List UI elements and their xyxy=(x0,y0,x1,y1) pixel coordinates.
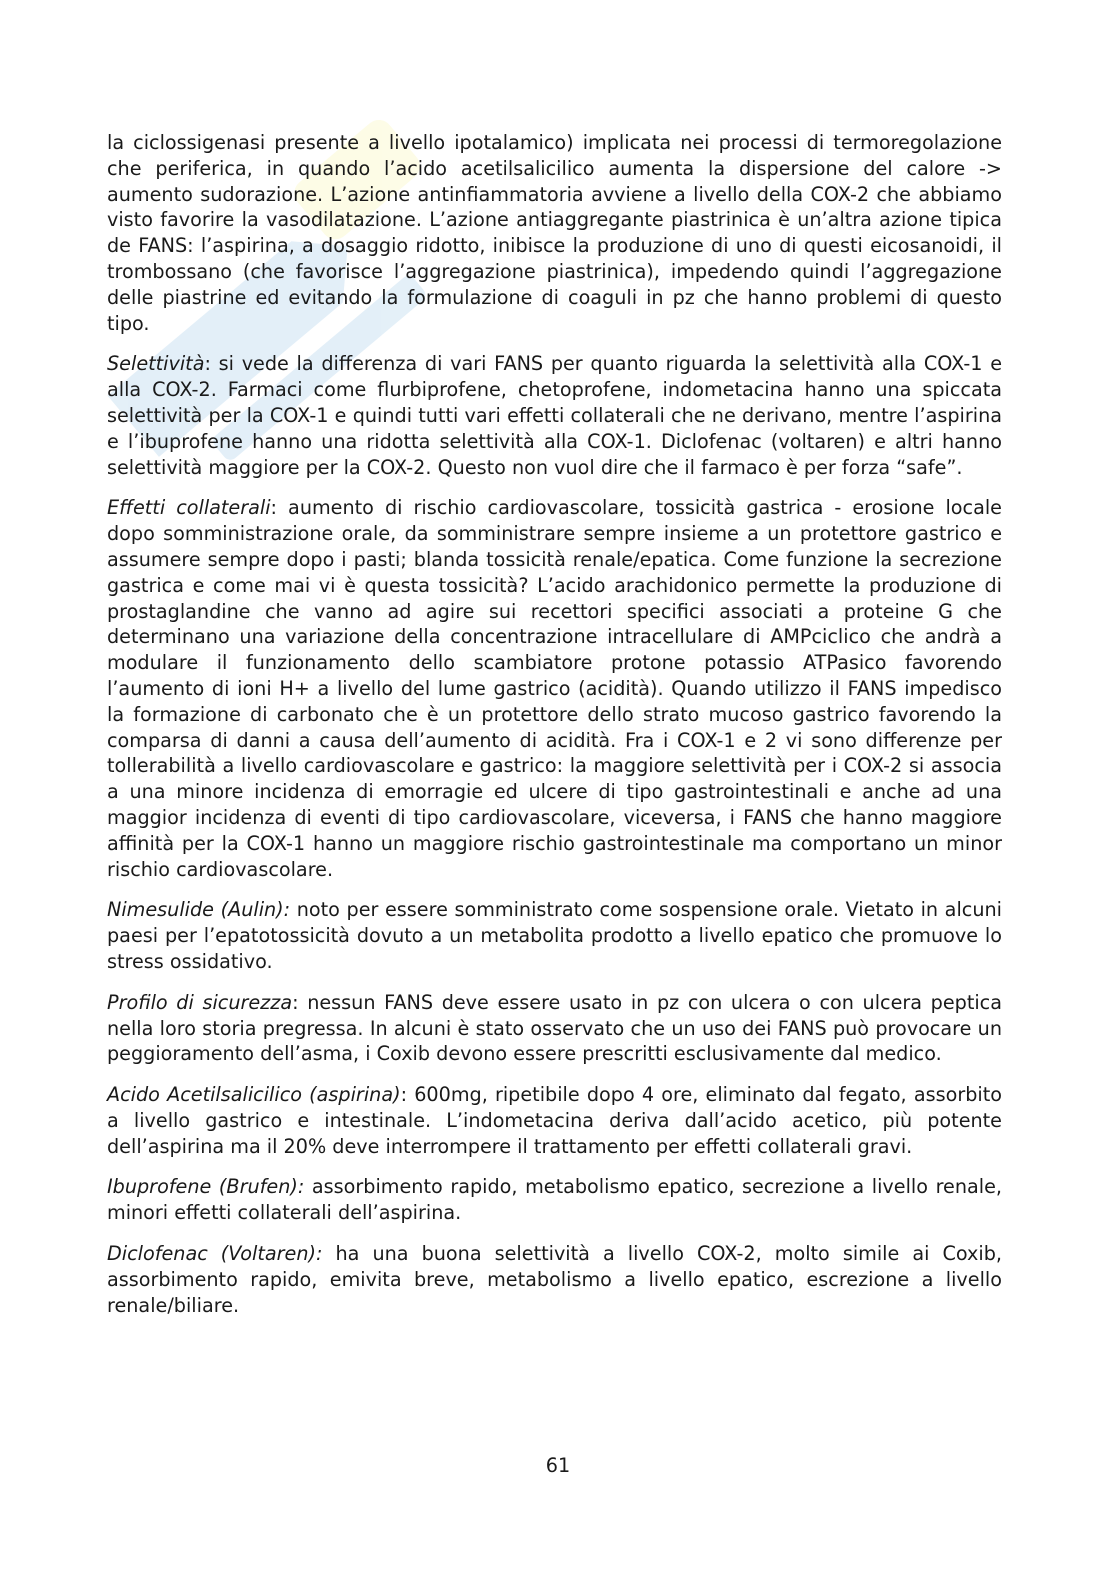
paragraph-text: : aumento di rischio cardiovascolare, tossicità gastrica - erosione locale dopo somministrazione orale, da somministrare sempre insieme a un protettore gastrico e assumere sempre dopo i pasti; blanda tossicità renale/epatica. Come funzione la secrezione gastrica e come mai vi è questa tossicità? L’acido arachidonico permette la produzione di prostaglandine che vanno ad agire sui recettori specifici associati a proteine G che determinano una variazione della concentrazione intracellulare di AMPciclico che andrà a modulare il funzionamento dello scambiatore protone potassio ATPasico favorendo l’aumento di ioni H+ a livello del lume gastrico (acidità). Quando utilizzo il FANS impedisco la formazione di carbonato che è un protettore dello strato mucoso gastrico favorendo la comparsa di danni a causa dell’aumento di acidità. Fra i COX-1 e 2 vi sono differenze per tollerabilità a livello cardiovascolare e gastrico: la maggiore selettività per i COX-2 si associa a una minore incidenza di emorragie ed ulcere di tipo gastrointestinali e anche ad una maggior incidenza di eventi di tipo cardiovascolare, viceversa, i FANS che hanno maggiore affinità per la COX-1 hanno un maggiore rischio gastrointestinale ma comportano un minor rischio cardiovascolare. xyxy=(107,496,1002,881)
document-body xyxy=(107,130,1002,1333)
paragraph-text: noto per essere somministrato come sospensione orale. Vietato in alcuni paesi per l’epatotossicità dovuto a un metabolita prodotto a livello epatico che promuove lo stress ossidativo. xyxy=(107,898,1002,973)
paragraph-intro xyxy=(107,130,1002,336)
paragraph-term: Profilo di sicurezza xyxy=(107,990,293,1014)
paragraph-text: : 600mg, ripetibile dopo 4 ore, eliminato dal fegato, assorbito a livello gastrico e intestinale. L’indometacina deriva dall’acido acetico, più potente dell’aspirina ma il 20% deve interrompere il trattamento per effetti collaterali gravi. xyxy=(107,1083,1002,1158)
paragraph-text: ha una buona selettività a livello COX-2, molto simile ai Coxib, assorbimento rapido, emivita breve, metabolismo a livello epatico, escrezione a livello renale/biliare. xyxy=(107,1242,1003,1317)
paragraph-aspirina xyxy=(107,1082,1002,1159)
paragraph-ibuprofene xyxy=(107,1174,1002,1226)
paragraph-term: Diclofenac (Voltaren): xyxy=(107,1242,323,1266)
paragraph-selettivita xyxy=(107,351,1002,480)
paragraph-effetti-collaterali xyxy=(107,495,1002,882)
paragraph-profilo-sicurezza xyxy=(107,990,1002,1067)
paragraph-term: Acido Acetilsalicilico (aspirina) xyxy=(107,1083,401,1107)
paragraph-text: la ciclossigenasi presente a livello ipotalamico) implicata nei processi di termoregolazione che periferica, in quando l’acido acetilsalicilico aumenta la dispersione del calore -> aumento sudorazione. L’azione antinfiammatoria avviene a livello della COX-2 che abbiamo visto favorire la vasodilatazione. L’azione antiaggregante piastrinica è un’altra azione tipica de FANS: l’aspirina, a dosaggio ridotto, inibisce la produzione di uno di questi eicosanoidi, il trombossano (che favorisce l’aggregazione piastrinica), impedendo quindi l’aggregazione delle piastrine ed evitando la formulazione di coaguli in pz che hanno problemi di questo tipo. xyxy=(107,131,1002,335)
paragraph-nimesulide xyxy=(107,897,1002,974)
paragraph-diclofenac xyxy=(107,1241,1002,1318)
paragraph-term: Ibuprofene (Brufen): xyxy=(107,1175,305,1199)
paragraph-text: assorbimento rapido, metabolismo epatico, secrezione a livello renale, minori effetti collaterali dell’aspirina. xyxy=(107,1175,1002,1225)
paragraph-term: Selettività xyxy=(107,352,205,376)
paragraph-text: : si vede la differenza di vari FANS per quanto riguarda la selettività alla COX-1 e alla COX-2. Farmaci come flurbiprofene, chetoprofene, indometacina hanno una spiccata selettività per la COX-1 e quindi tutti vari effetti collaterali che ne derivano, mentre l’aspirina e l’ibuprofene hanno una ridotta selettività alla COX-1. Diclofenac (voltaren) e altri hanno selettività maggiore per la COX-2. Questo non vuol dire che il farmaco è per forza “safe”. xyxy=(107,352,1002,479)
paragraph-term: Effetti collaterali xyxy=(107,496,271,520)
paragraph-term: Nimesulide (Aulin): xyxy=(107,898,291,922)
page-number: 61 xyxy=(545,1454,571,1477)
paragraph-text: : nessun FANS deve essere usato in pz con ulcera o con ulcera peptica nella loro storia pregressa. In alcuni è stato osservato che un uso dei FANS può provocare un peggioramento dell’asma, i Coxib devono essere prescritti esclusivamente dal medico. xyxy=(107,990,1002,1066)
